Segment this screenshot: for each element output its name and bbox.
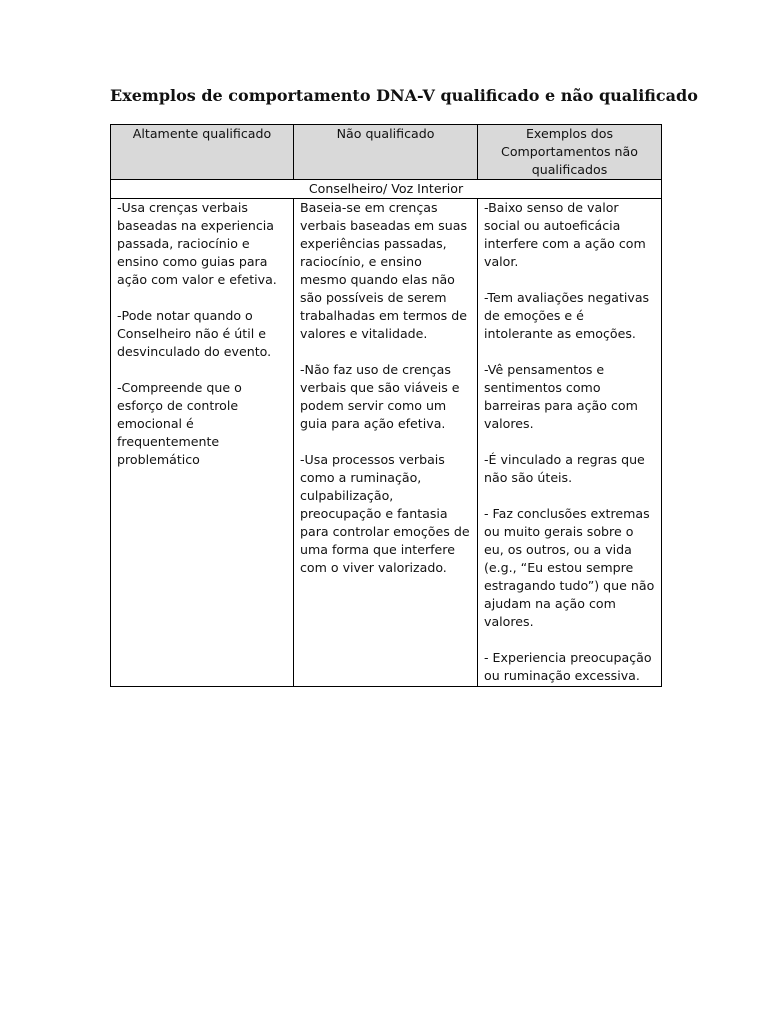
not-qualified-item: -Usa processos verbais como a ruminação, culpabilização, preocupação e fantasia para controlar emoções de uma forma que interfere com o viver valorizado. <box>300 452 470 575</box>
example-item: - Faz conclusões extremas ou muito gerais sobre o eu, os outros, ou a vida (e.g., “Eu estou sempre estragando tudo”) que não ajudam na ação com valores. <box>484 506 655 629</box>
header-highly-qualified: Altamente qualificado <box>111 125 294 180</box>
section-label: Conselheiro/ Voz Interior <box>111 180 662 199</box>
highly-qualified-item: -Usa crenças verbais baseadas na experiencia passada, raciocínio e ensino como guias para ação com valor e efetiva. <box>117 200 277 287</box>
highly-qualified-item: -Pode notar quando o Conselheiro não é útil e desvinculado do evento. <box>117 308 272 359</box>
cell-highly-qualified <box>111 199 294 687</box>
behavior-table <box>110 124 662 687</box>
document-title: Exemplos de comportamento DNA-V qualificado e não qualificado <box>110 86 698 105</box>
section-row <box>111 180 662 199</box>
example-item: -Vê pensamentos e sentimentos como barreiras para ação com valores. <box>484 362 638 431</box>
content-row <box>111 199 662 687</box>
example-item: - Experiencia preocupação ou ruminação excessiva. <box>484 650 652 683</box>
example-item: -Baixo senso de valor social ou autoeficácia interfere com a ação com valor. <box>484 200 646 269</box>
cell-examples <box>478 199 662 687</box>
example-item: -Tem avaliações negativas de emoções e é intolerante as emoções. <box>484 290 650 341</box>
example-item: -É vinculado a regras que não são úteis. <box>484 452 645 485</box>
highly-qualified-item: -Compreende que o esforço de controle emocional é frequentemente problemático <box>117 380 242 467</box>
header-row <box>111 125 662 180</box>
not-qualified-item: -Não faz uso de crenças verbais que são viáveis e podem servir como um guia para ação efetiva. <box>300 362 460 431</box>
not-qualified-item: Baseia-se em crenças verbais baseadas em suas experiências passadas, raciocínio, e ensino mesmo quando elas não são possíveis de serem trabalhadas em termos de valores e vitalidade. <box>300 200 468 341</box>
header-examples: Exemplos dos Comportamentos não qualificados <box>478 125 662 180</box>
header-not-qualified: Não qualificado <box>294 125 478 180</box>
cell-not-qualified <box>294 199 478 687</box>
